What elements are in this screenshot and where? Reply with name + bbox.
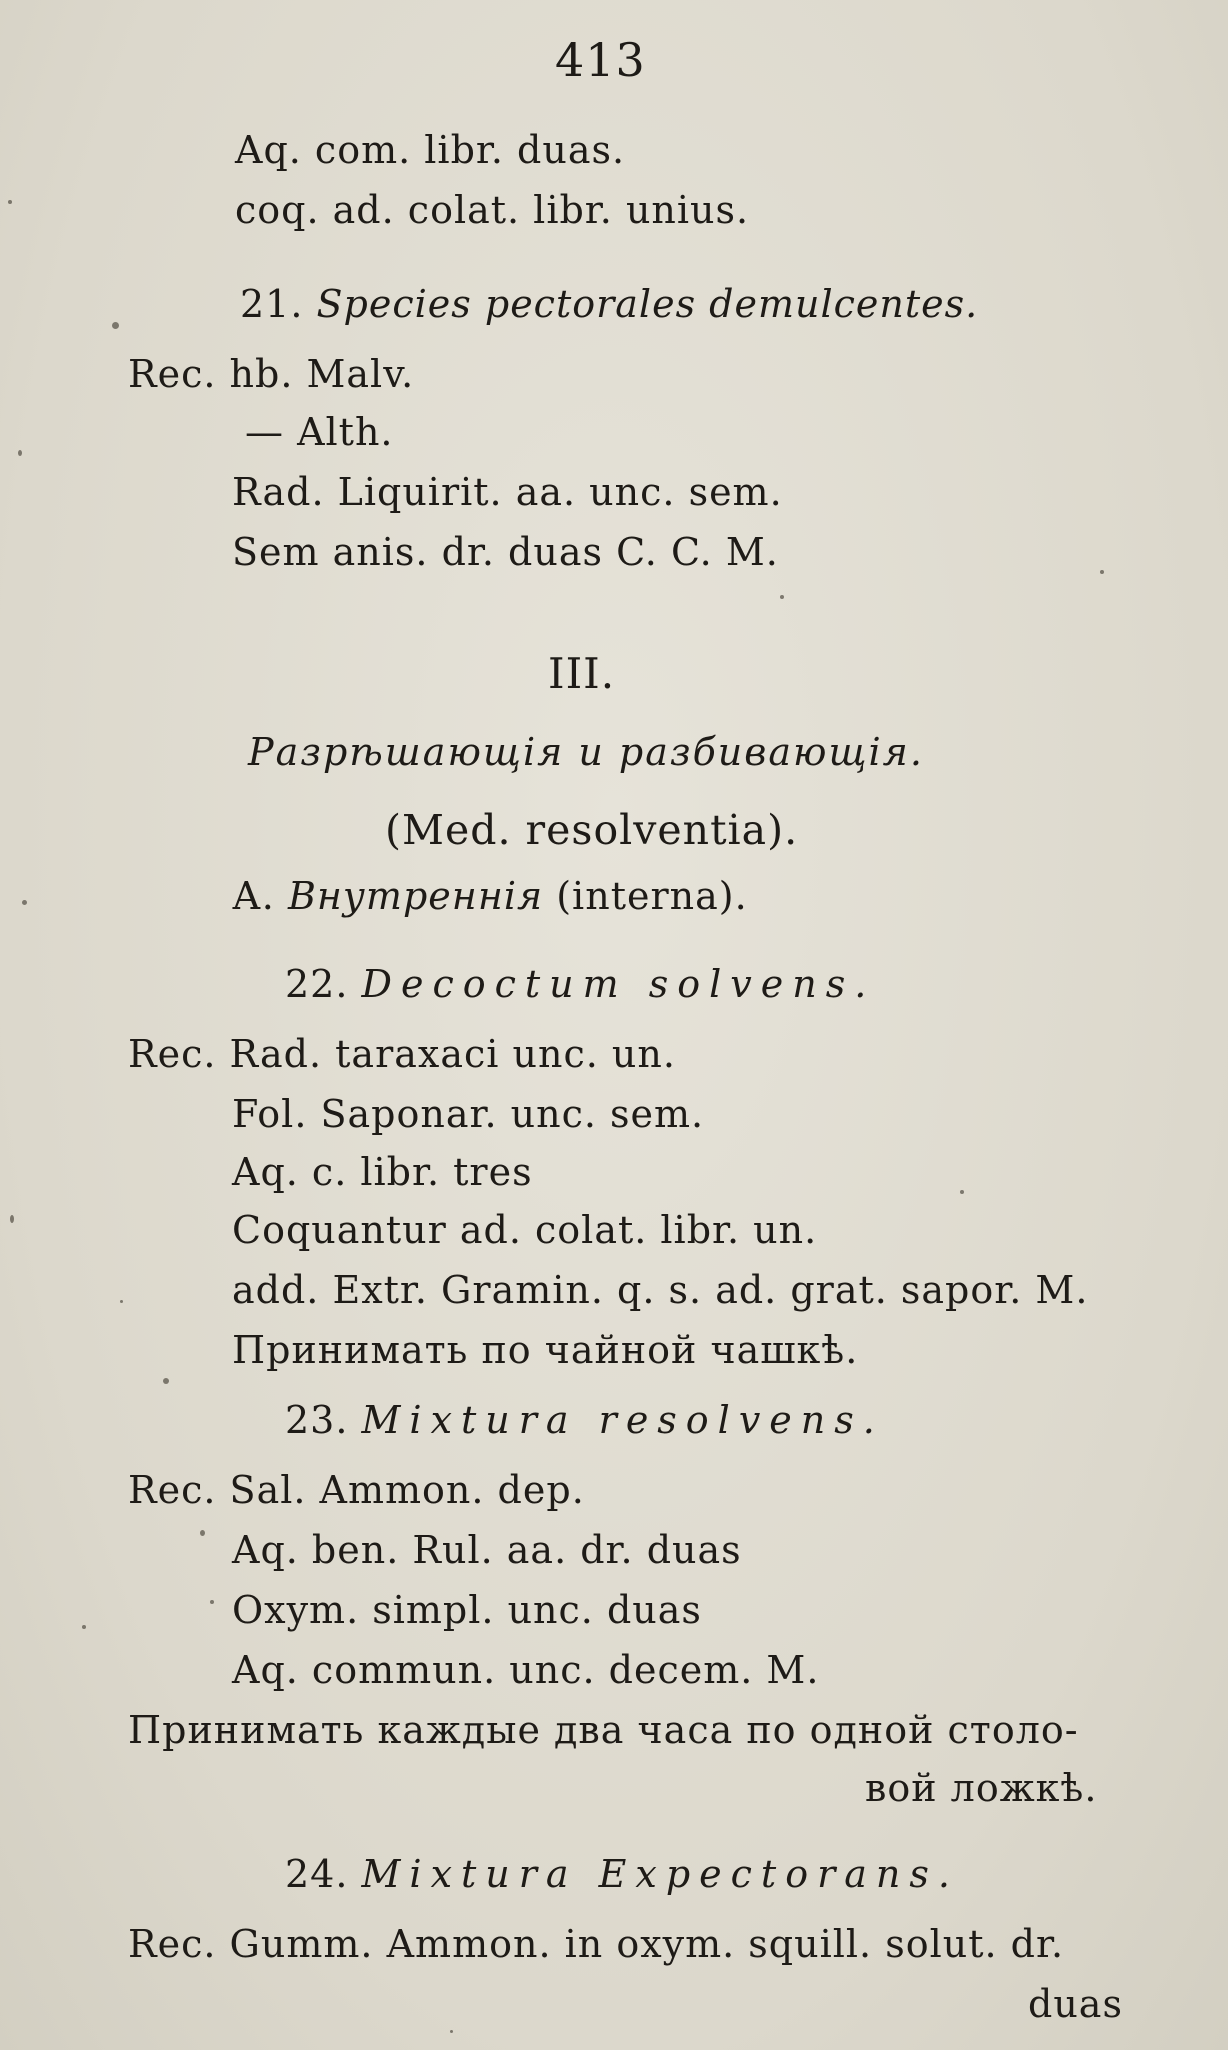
- recipe-number: 21.: [240, 282, 317, 326]
- recipe-title: Mixtura Expectorans.: [361, 1852, 959, 1896]
- text-line: coq. ad. colat. libr. unius.: [235, 188, 750, 232]
- recipe-heading: [285, 1398, 884, 1442]
- text-line: Принимать каждые два часа по одной столо-: [128, 1708, 1079, 1752]
- text-line: Rec. Rad. taraxaci unc. un.: [128, 1032, 676, 1076]
- text-line: Fol. Saponar. unc. sem.: [232, 1092, 705, 1136]
- text-line: Aq. com. libr. duas.: [235, 128, 626, 172]
- subsection-title-ru: Внутреннія: [287, 874, 544, 918]
- text-line: Coquantur ad. colat. libr. un.: [232, 1208, 818, 1252]
- paper-speck: [82, 1625, 86, 1629]
- text-line: add. Extr. Gramin. q. s. ad. grat. sapor. M.: [232, 1268, 1089, 1312]
- text-line: Aq. c. libr. tres: [232, 1150, 533, 1194]
- page-number: 413: [555, 33, 646, 87]
- section-numeral: III.: [548, 649, 616, 698]
- subsection-heading: [232, 874, 748, 918]
- paper-speck: [780, 595, 784, 599]
- recipe-heading: [285, 1852, 959, 1896]
- text-line: Rec. Gumm. Ammon. in oxym. squill. solut. dr.: [128, 1922, 1065, 1966]
- subsection-letter: А.: [232, 874, 288, 918]
- text-line: Принимать по чайной чашкѣ.: [232, 1328, 859, 1372]
- recipe-number: 22.: [285, 962, 362, 1006]
- text-line: Rec. Sal. Ammon. dep.: [128, 1468, 585, 1512]
- recipe-title: Species pectorales demulcentes.: [316, 282, 979, 326]
- paper-speck: [8, 200, 12, 204]
- text-line: duas: [1028, 1982, 1123, 2026]
- paper-speck: [1100, 570, 1104, 574]
- recipe-title: Mixtura resolvens.: [361, 1398, 884, 1442]
- text-line: Oxym. simpl. unc. duas: [232, 1588, 702, 1632]
- text-line: Sem anis. dr. duas C. C. M.: [232, 530, 779, 574]
- section-subtitle: (Med. resolventia).: [385, 806, 799, 854]
- paper-speck: [200, 1530, 205, 1536]
- paper-speck: [112, 322, 119, 329]
- text-line: Aq. ben. Rul. aa. dr. duas: [232, 1528, 742, 1572]
- text-line: вой ложкѣ.: [865, 1766, 1098, 1810]
- paper-speck: [210, 1600, 214, 1604]
- paper-speck: [18, 450, 22, 456]
- paper-speck: [960, 1190, 964, 1194]
- recipe-title: Decoctum solvens.: [361, 962, 876, 1006]
- text-line: Rec. hb. Malv.: [128, 352, 415, 396]
- recipe-heading: [285, 962, 875, 1006]
- paper-speck: [450, 2030, 453, 2033]
- paper-speck: [120, 1300, 123, 1303]
- recipe-number: 23.: [285, 1398, 362, 1442]
- recipe-heading: [240, 282, 978, 326]
- paper-speck: [10, 1215, 14, 1223]
- subsection-title-la: (interna).: [543, 874, 748, 918]
- paper-speck: [163, 1378, 169, 1384]
- section-title: Разрѣшающія и разбивающія.: [248, 730, 924, 774]
- text-line: Aq. commun. unc. decem. M.: [232, 1648, 820, 1692]
- recipe-number: 24.: [285, 1852, 362, 1896]
- text-line: — Alth.: [245, 410, 394, 454]
- paper-speck: [22, 900, 27, 905]
- text-line: Rad. Liquirit. aa. unc. sem.: [232, 470, 783, 514]
